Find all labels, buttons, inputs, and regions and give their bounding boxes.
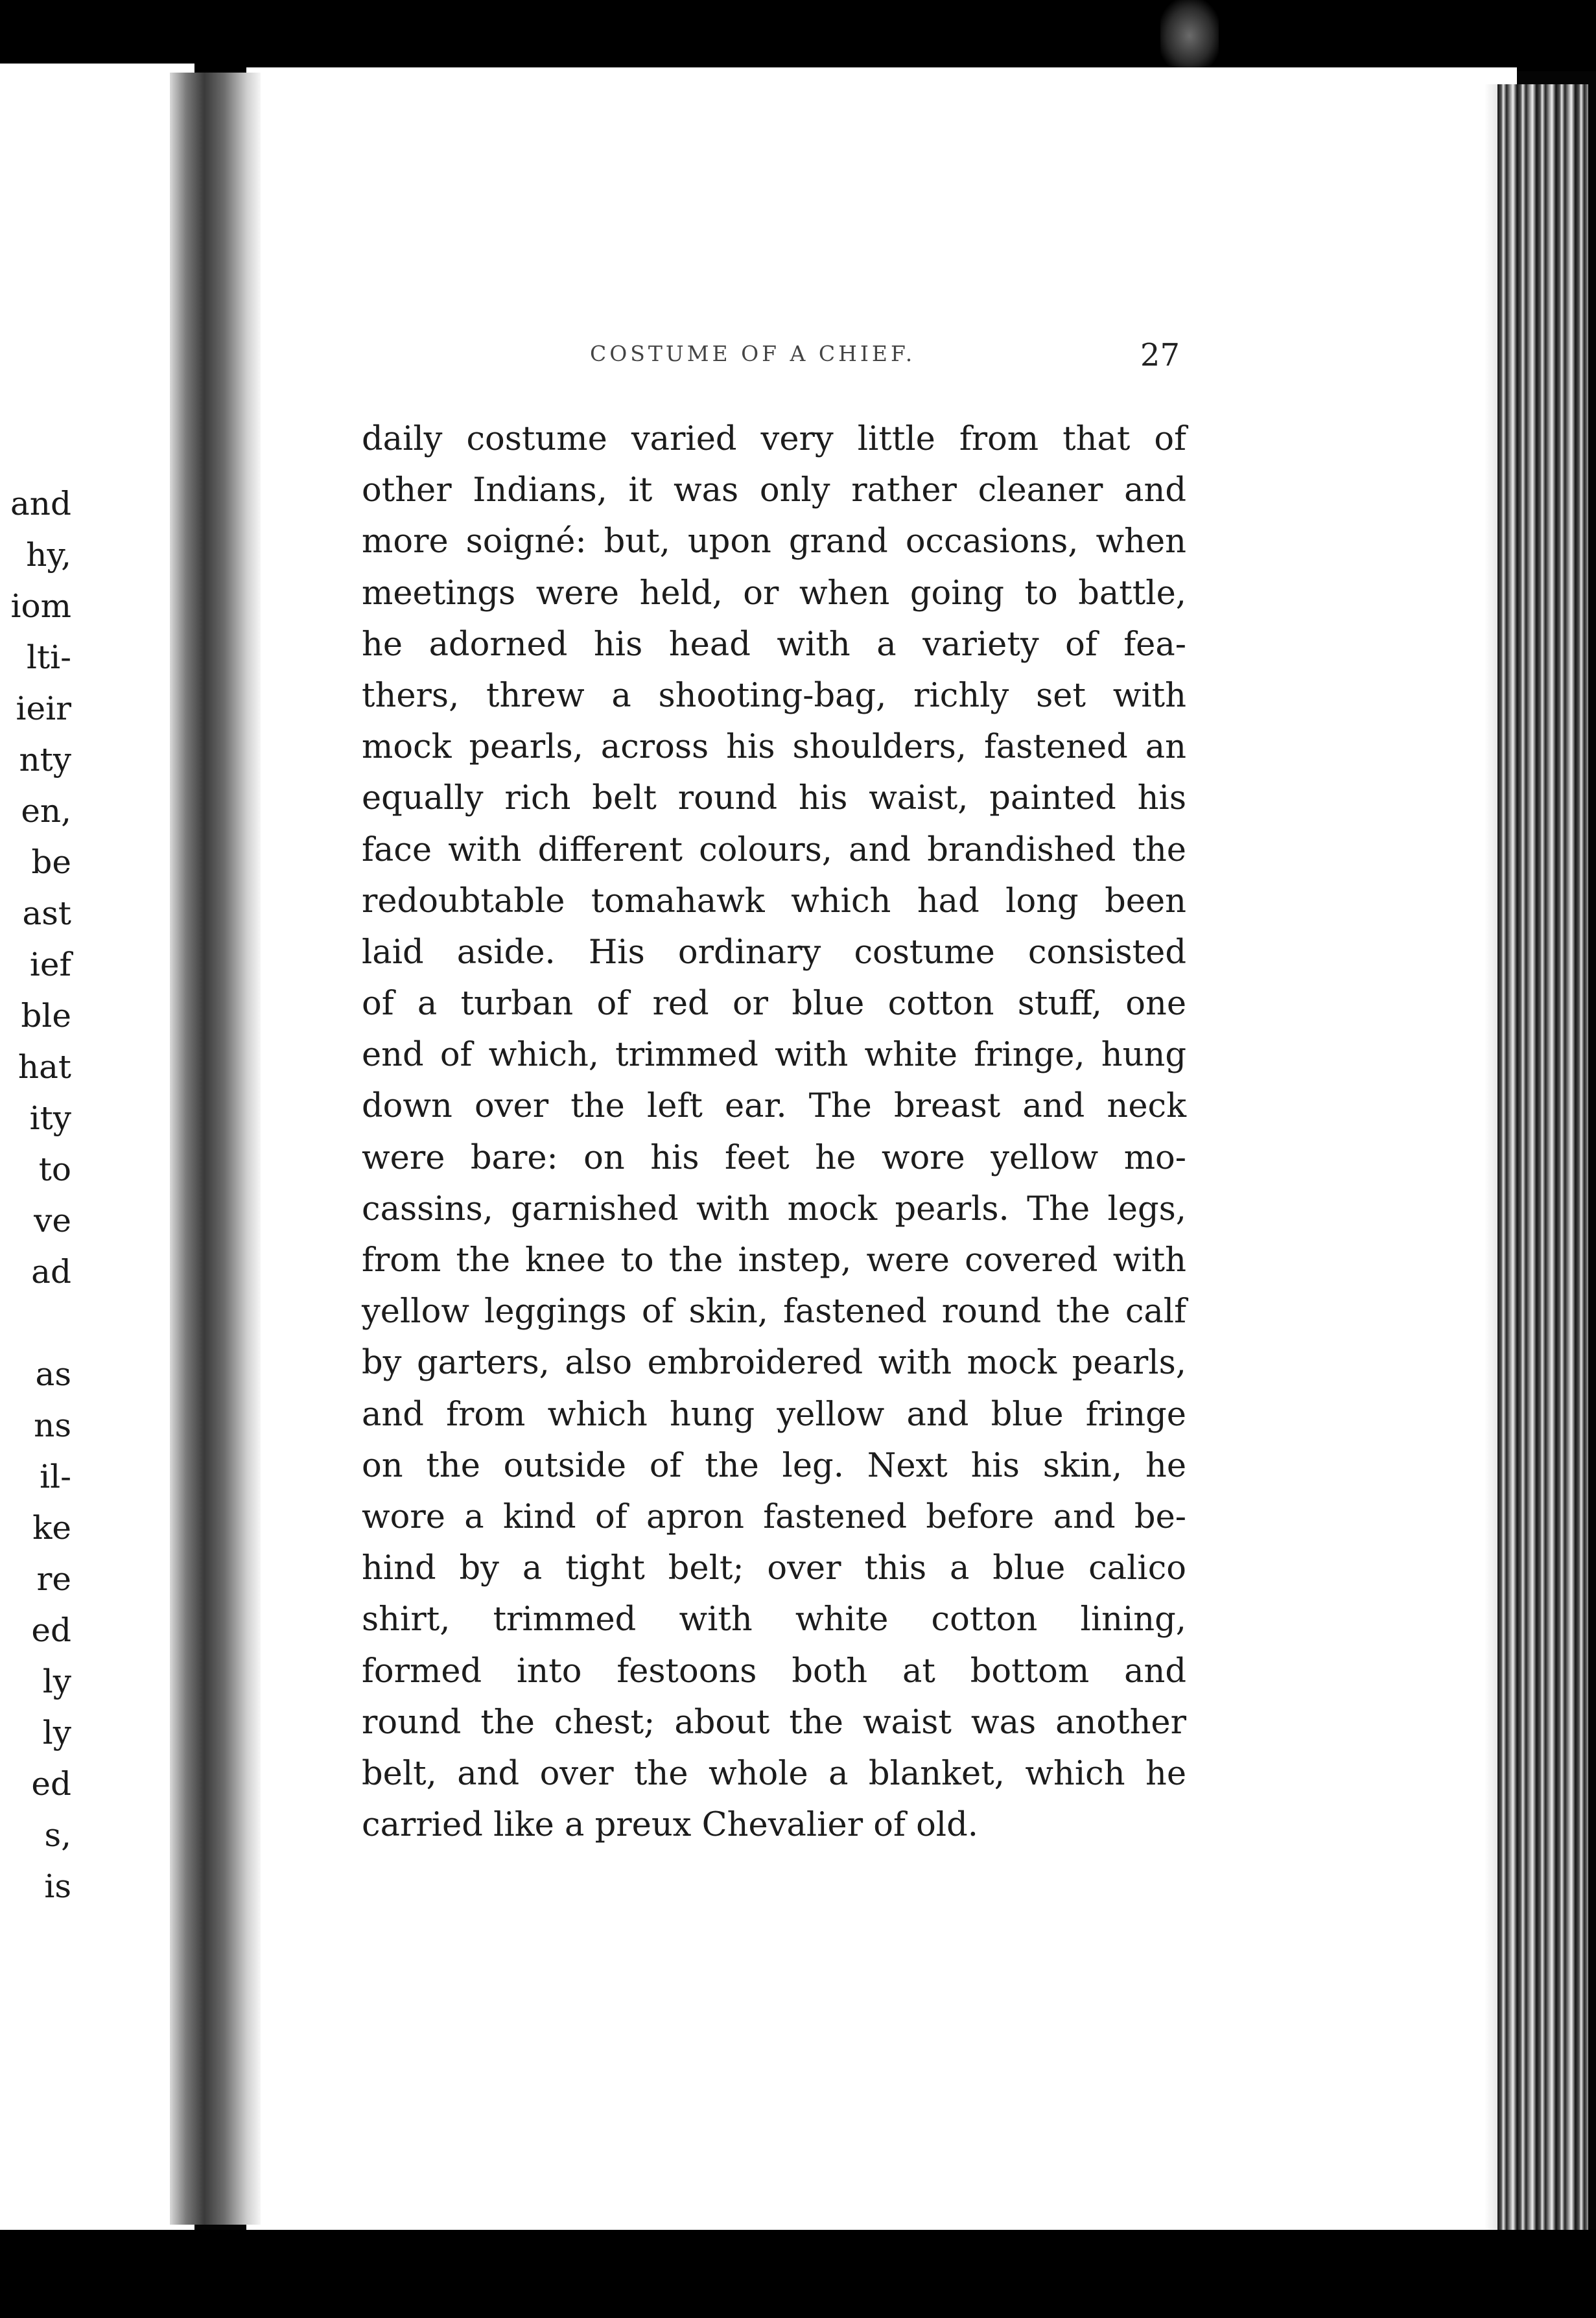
left-page-line-fragment: ieir <box>16 690 71 727</box>
text-line: he adorned his head with a variety of fea- <box>362 625 1186 664</box>
left-page-line-fragment: s, <box>44 1816 71 1854</box>
left-page-line-fragment <box>0 1298 71 1349</box>
running-head <box>363 337 1180 376</box>
text-line: carried like a preux Chevalier of old. <box>362 1806 978 1845</box>
left-page-line-fragment: hy, <box>26 536 71 574</box>
left-page-line-fragment: lti- <box>27 638 71 676</box>
left-page-line-fragment: ast <box>22 895 71 932</box>
left-page-line-fragment: iom <box>10 587 71 625</box>
text-line: shirt, trimmed with white cotton lining, <box>362 1600 1186 1639</box>
text-line: more soigné: but, upon grand occasions, when <box>362 522 1186 561</box>
left-page-line-fragment: and <box>10 485 71 522</box>
body-text <box>362 414 1186 1851</box>
book-gutter <box>170 73 261 2225</box>
text-line: were bare: on his feet he wore yellow mo- <box>362 1138 1186 1177</box>
scan-bottom-border <box>0 2230 1596 2318</box>
text-line: yellow leggings of skin, fastened round the calf <box>362 1293 1186 1331</box>
text-line: face with different colours, and brandished the <box>362 830 1186 869</box>
text-line: redoubtable tomahawk which had long been <box>362 882 1186 920</box>
scan-top-border <box>0 0 1596 71</box>
text-line: thers, threw a shooting-bag, richly set with <box>362 676 1186 715</box>
left-page-line-fragment: ad <box>31 1253 71 1291</box>
page-number: 27 <box>1140 337 1180 373</box>
left-page-line-fragment: ity <box>29 1099 71 1137</box>
left-page-line-fragment: il- <box>40 1458 71 1495</box>
left-page-line-fragment: ly <box>42 1714 71 1751</box>
text-line: down over the left ear. The breast and neck <box>362 1087 1186 1126</box>
text-line: equally rich belt round his waist, painted his <box>362 779 1186 818</box>
left-page-line-fragment: ly <box>42 1663 71 1700</box>
text-line: meetings were held, or when going to battle, <box>362 574 1186 613</box>
text-line: formed into festoons both at bottom and <box>362 1652 1186 1691</box>
text-line: on the outside of the leg. Next his skin, he <box>362 1446 1186 1485</box>
text-line: wore a kind of apron fastened before and be- <box>362 1497 1186 1536</box>
running-head-title: COSTUME OF A CHIEF. <box>590 341 916 366</box>
text-line: mock pearls, across his shoulders, fastened an <box>362 728 1186 767</box>
text-line: of a turban of red or blue cotton stuff, one <box>362 985 1186 1024</box>
text-line: laid aside. His ordinary costume consisted <box>362 933 1186 972</box>
scan-top-smudge <box>1160 0 1219 71</box>
text-line: daily costume varied very little from that of <box>362 420 1186 458</box>
text-line: cassins, garnished with mock pearls. The legs, <box>362 1189 1186 1228</box>
text-line: round the chest; about the waist was another <box>362 1703 1186 1742</box>
left-page-line-fragment: en, <box>21 792 71 830</box>
text-line: belt, and over the whole a blanket, which he <box>362 1754 1186 1793</box>
left-page-line-fragment: hat <box>18 1048 71 1086</box>
text-line: other Indians, it was only rather cleaner and <box>362 471 1186 510</box>
left-page-line-fragment: ed <box>31 1611 71 1649</box>
left-page-line-fragment: ed <box>31 1765 71 1803</box>
left-page-line-fragment: as <box>35 1355 71 1393</box>
text-line: hind by a tight belt; over this a blue calico <box>362 1549 1186 1588</box>
text-line: end of which, trimmed with white fringe, hung <box>362 1036 1186 1075</box>
text-line: and from which hung yellow and blue fringe <box>362 1395 1186 1434</box>
left-page-line-fragment: ve <box>34 1202 71 1239</box>
left-page-line-fragment: re <box>36 1560 71 1598</box>
left-page-text-fragments <box>0 478 71 1912</box>
left-page <box>0 64 194 2234</box>
left-page-line-fragment: ns <box>34 1407 71 1444</box>
text-line: from the knee to the instep, were covered with <box>362 1241 1186 1280</box>
left-page-line-fragment: ble <box>21 997 71 1035</box>
left-page-line-fragment: ief <box>29 946 71 983</box>
text-line: by garters, also embroidered with mock pearls, <box>362 1344 1186 1383</box>
left-page-line-fragment: ke <box>32 1509 71 1547</box>
page-stack-edge <box>1497 84 1588 2243</box>
left-page-line-fragment: be <box>31 843 71 881</box>
left-page-line-fragment: to <box>38 1151 71 1188</box>
left-page-line-fragment: is <box>44 1867 71 1905</box>
left-page-line-fragment: nty <box>19 741 71 779</box>
